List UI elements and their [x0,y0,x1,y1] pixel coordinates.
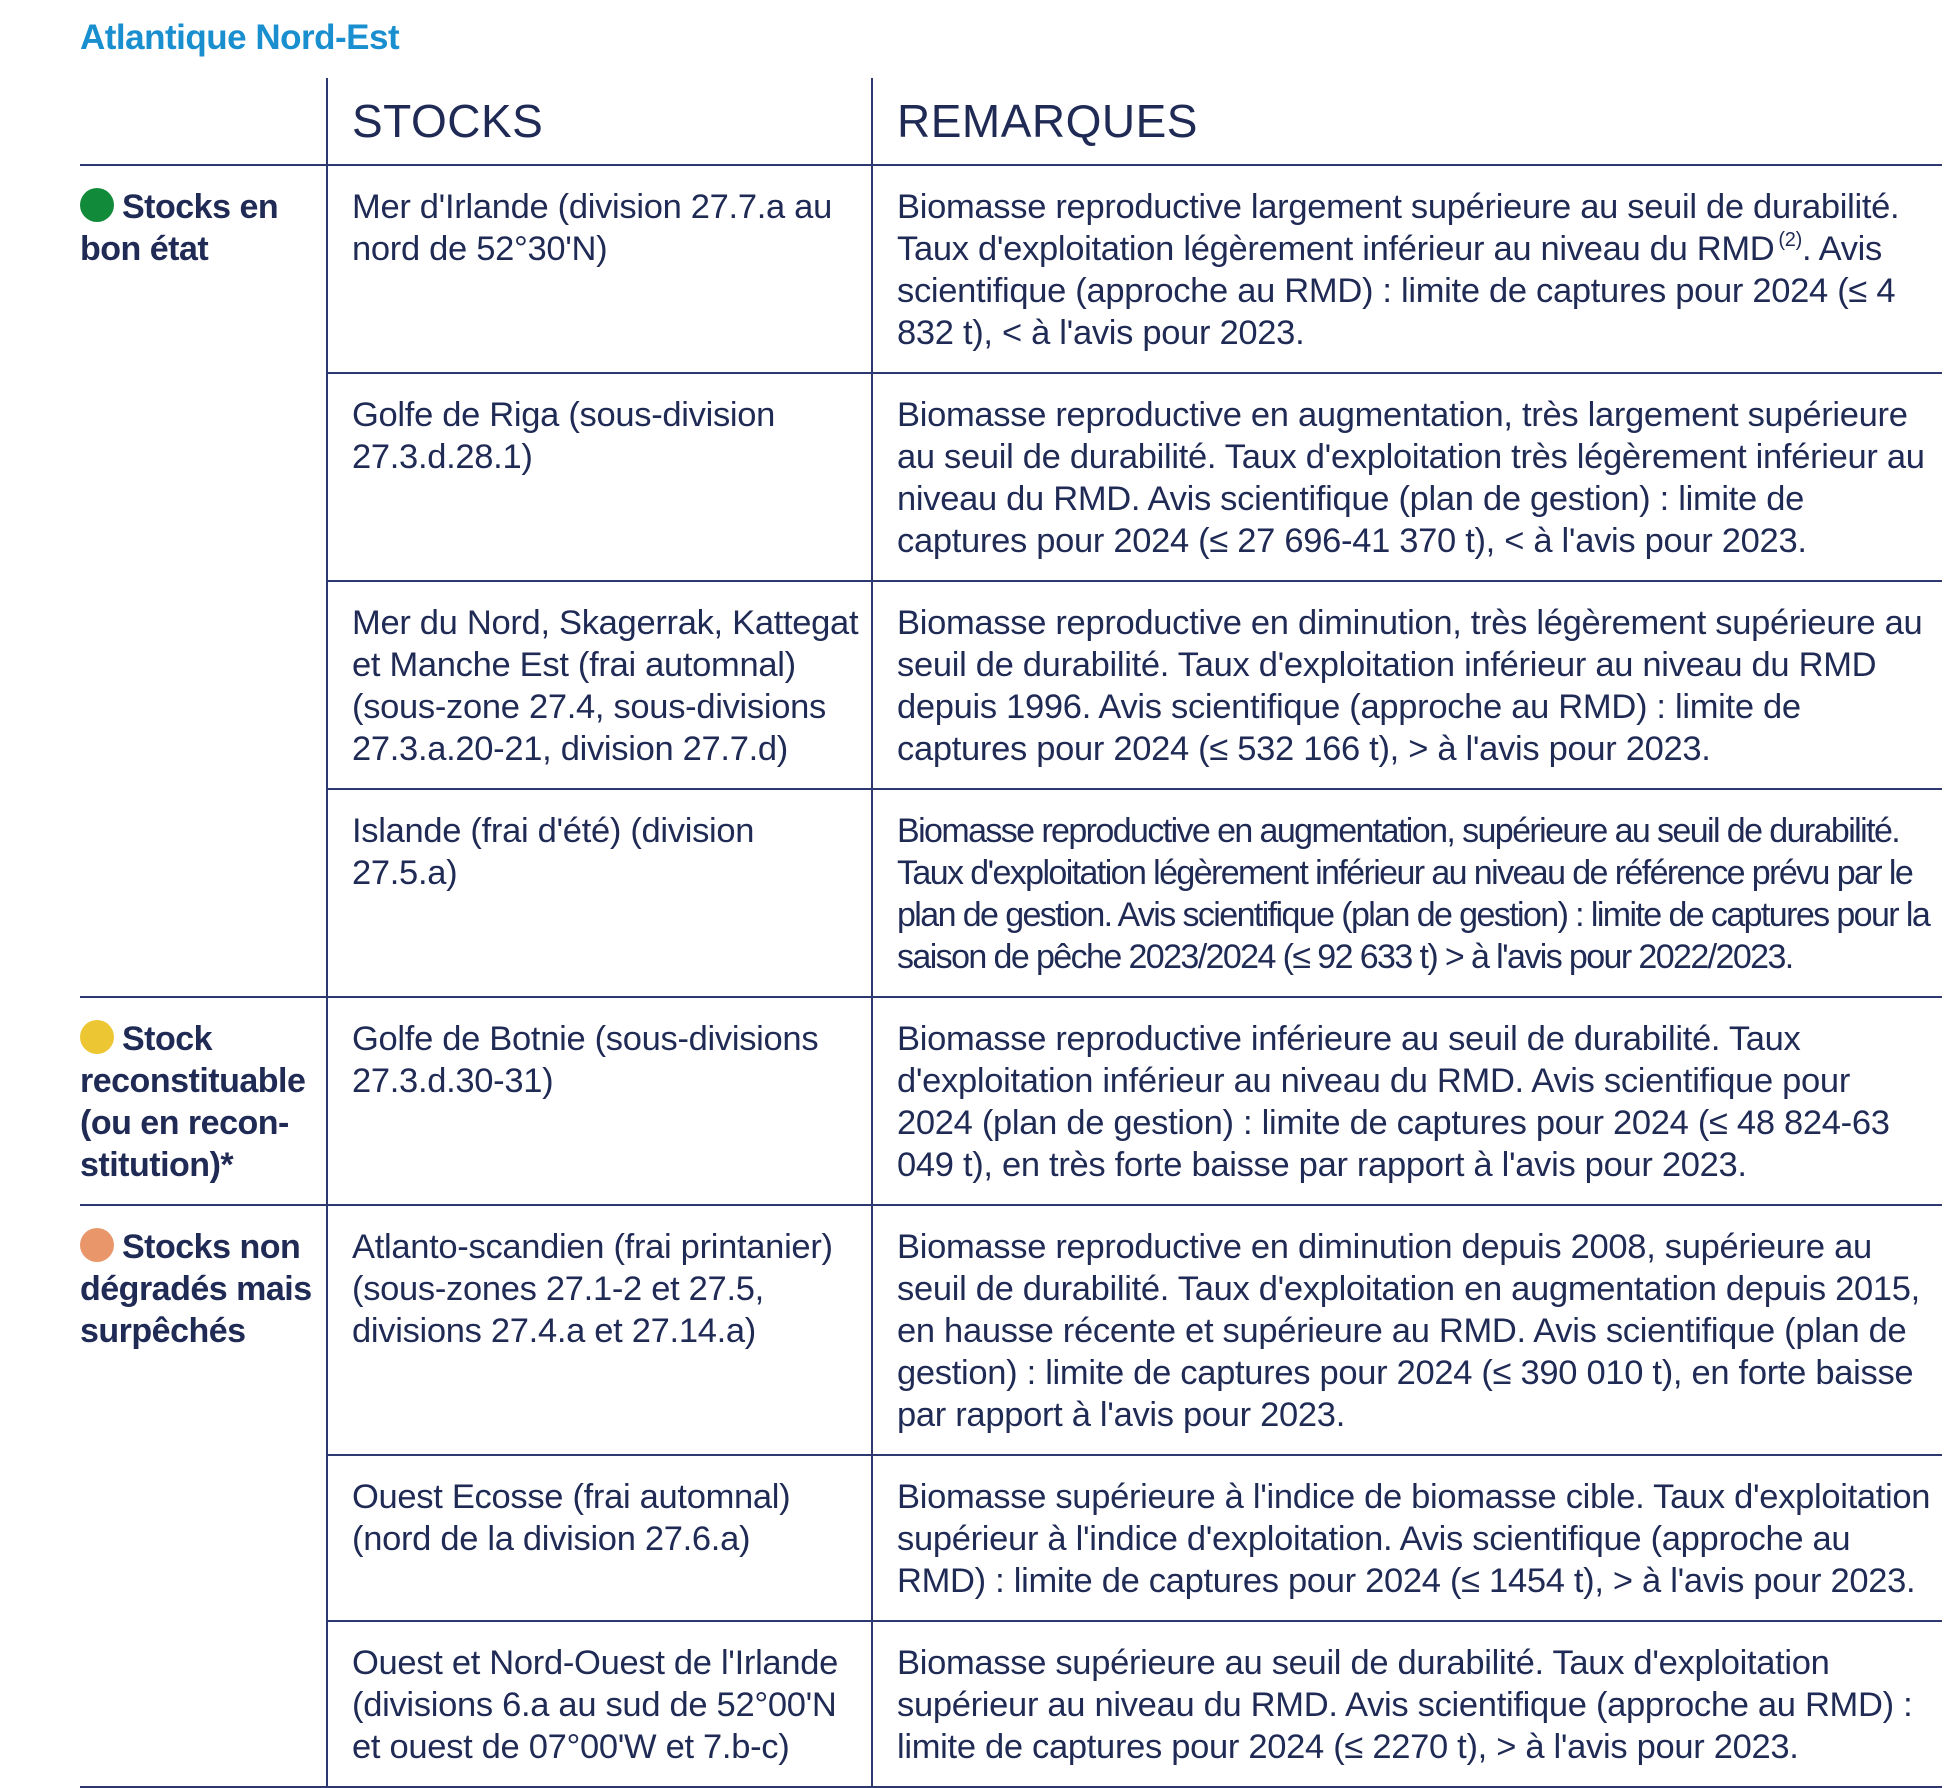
region-title: Atlantique Nord-Est [80,18,400,57]
stock-name: Ouest Ecosse (frai automnal) (nord de la division 27.6.a) [327,1455,872,1621]
category-overfished [80,1205,327,1787]
stock-remark: Biomasse supérieure au seuil de durabilité. Taux d'exploitation supérieur au niveau du RMD. Avis scientifique (approche au RMD) : limite de captures pour 2024 (≤ 2270 t), > à l'avis pour 2023. [872,1621,1942,1787]
stock-name: Mer du Nord, Skagerrak, Kattegat et Manche Est (frai automnal) (sous-zone 27.4, sous-divisions 27.3.a.20-21, division 27.7.d) [327,581,872,789]
table-row [80,373,1942,581]
header-remarks: REMARQUES [872,78,1942,165]
stock-name: Atlanto-scandien (frai printanier) (sous-zones 27.1-2 et 27.5, divisions 27.4.a et 27.14.a) [327,1205,872,1455]
category-rebuildable [80,997,327,1205]
stock-remark: Biomasse reproductive en augmentation, supérieure au seuil de durabilité. Taux d'exploitation légèrement inférieur au niveau de référence prévu par le plan de gestion. Avis scientifique (plan de gestion) : limite de captures pour la saison de pêche 2023/2024 (≤ 92 633 t) > à l'avis pour 2022/2023. [872,789,1942,997]
table-header-row [80,78,1942,165]
table-row [80,165,1942,373]
stock-remark: Biomasse reproductive en diminution depuis 2008, supérieure au seuil de durabilité. Taux d'exploitation en augmentation depuis 2015, en hausse récente et supérieure au RMD. Avis scientifique (plan de gestion) : limite de captures pour 2024 (≤ 390 010 t), en forte baisse par rapport à l'avis pour 2023. [872,1205,1942,1455]
stock-name: Mer d'Irlande (division 27.7.a au nord de 52°30'N) [327,165,872,373]
table-row [80,789,1942,997]
category-label: Stocks non dégradés mais surpêchés [80,1228,312,1350]
stock-name: Golfe de Riga (sous-division 27.3.d.28.1) [327,373,872,581]
stock-remark [872,165,1942,373]
stock-remark: Biomasse reproductive en augmentation, très largement supérieure au seuil de durabilité. Taux d'exploitation très légèrement inférieur au niveau du RMD. Avis scientifique (plan de gestion) : limite de captures pour 2024 (≤ 27 696-41 370 t), < à l'avis pour 2023. [872,373,1942,581]
green-dot-icon [80,188,114,222]
table-row [80,997,1942,1205]
orange-dot-icon [80,1228,114,1262]
stock-remark: Biomasse supérieure à l'indice de biomasse cible. Taux d'exploitation supérieur à l'indice d'exploitation. Avis scientifique (approche au RMD) : limite de captures pour 2024 (≤ 1454 t), > à l'avis pour 2023. [872,1455,1942,1621]
stock-remark: Biomasse reproductive inférieure au seuil de durabilité. Taux d'exploitation inférieur au niveau du RMD. Avis scientifique pour 2024 (plan de gestion) : limite de captures pour 2024 (≤ 48 824-63 049 t), en très forte baisse par rapport à l'avis pour 2023. [872,997,1942,1205]
stocks-table [80,78,1942,1788]
category-good [80,165,327,997]
table-row [80,581,1942,789]
table-row [80,1455,1942,1621]
stock-remark: Biomasse reproductive en diminution, très légèrement supérieure au seuil de durabilité. Taux d'exploitation inférieur au niveau du RMD depuis 1996. Avis scientifique (approche au RMD) : limite de captures pour 2024 (≤ 532 166 t), > à l'avis pour 2023. [872,581,1942,789]
table-row [80,1205,1942,1455]
remark-text: Biomasse reproductive largement supérieure au seuil de durabilité. Taux d'exploitation légèrement inférieur au niveau du RMD [897,188,1900,268]
category-label: Stocks en bon état [80,188,279,268]
remark-text-after: . Avis scientifique (approche au RMD) : limite de captures pour 2024 (≤ 4 832 t), < à l'avis pour 2023. [897,230,1896,352]
yellow-dot-icon [80,1020,114,1054]
header-category [80,78,327,165]
footnote-ref: (2) [1778,229,1802,251]
category-label: Stock reconstituable (ou en recon-stitution)* [80,1020,306,1184]
stock-name: Golfe de Botnie (sous-divisions 27.3.d.30-31) [327,997,872,1205]
stock-name: Islande (frai d'été) (division 27.5.a) [327,789,872,997]
header-stocks: STOCKS [327,78,872,165]
table-row [80,1621,1942,1787]
stock-name: Ouest et Nord-Ouest de l'Irlande (divisions 6.a au sud de 52°00'N et ouest de 07°00'W et 7.b-c) [327,1621,872,1787]
